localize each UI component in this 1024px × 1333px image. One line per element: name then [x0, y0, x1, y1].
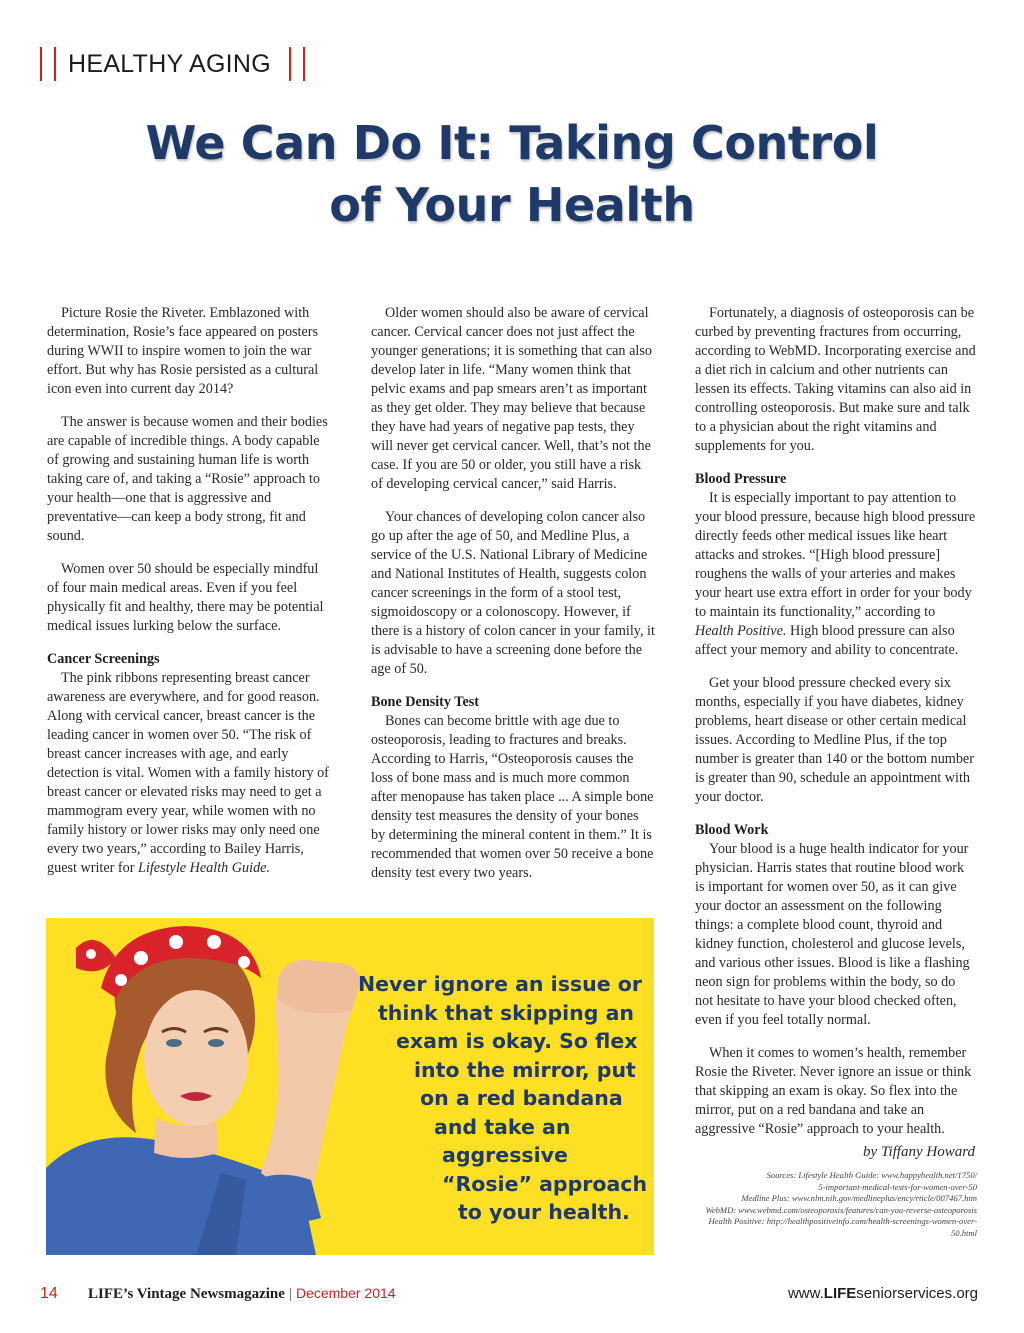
divider-bar — [40, 47, 42, 81]
ad-quote-line: and take an — [434, 1114, 571, 1139]
ad-quote-line: on a red bandana — [420, 1086, 623, 1110]
divider-bar — [303, 47, 305, 81]
paragraph: Women over 50 should be especially mindful of four main medical areas. Even if you feel physically fit and healthy, there may be potential medical issues lurking below the surface. — [47, 561, 324, 634]
divider-bar — [54, 47, 56, 81]
article-title-line-2: of Your Health — [329, 178, 695, 232]
source-line: Medline Plus: www.nlm.nih.gov/medlineplus/ency/rticle/007467.htm — [741, 1193, 977, 1204]
ad-quote-line: exam is okay. So flex — [396, 1029, 638, 1053]
byline: by Tiffany Howard — [863, 1144, 975, 1160]
ad-quote-line: to your health. — [458, 1200, 630, 1224]
url-brand: LIFE — [823, 1285, 857, 1302]
paragraph: Get your blood pressure checked every six months, especially if you have diabetes, kidney problems, heart disease or other certain medical issues. According to Medline Plus, if the top number is greater than 140 or the bottom number is greater than 90, schedule an appointment with your doctor. — [695, 675, 974, 805]
publication-name: LIFE’s Vintage Newsmagazine — [88, 1286, 285, 1302]
paragraph — [47, 669, 329, 878]
url-prefix: www. — [787, 1285, 824, 1302]
subheading-bone-density: Bone Density Test — [371, 694, 479, 710]
paragraph: Bones can become brittle with age due to osteoporosis, leading to fractures and breaks. According to Harris, “Osteoporosis causes the loss of bone mass and is much more common after menopause has taken place ... A simple bone density test measures the density of your bones by determining the mineral content in them.” It is recommended that women over 50 receive a bone density test every two years. — [371, 713, 654, 881]
ad-quote — [358, 970, 648, 1227]
article-title — [60, 112, 964, 236]
ad-quote-line: aggressive — [442, 1143, 568, 1167]
ad-quote-line: into the mirror, put — [414, 1057, 636, 1082]
article-column-3 — [695, 304, 977, 1240]
paragraph: Older women should also be aware of cervical cancer. Cervical cancer does not just affect the younger generations; it is something that can also develop later in life. “Many women think that pelvic exams and pap smears aren’t as important as they get older. They may believe that because they have had years of negative pap tests, they will never get cervical cancer. Well, that’s not the case. If you are 50 or older, you still have a risk of developing cervical cancer,” said Harris. — [371, 305, 652, 492]
page-footer — [40, 1285, 980, 1305]
paragraph-text: It is especially important to pay attention to your blood pressure, because high blood pressure directly feeds other medical issues like heart attacks and strokes. “[High blood pressure] roughens the walls of your arteries and makes your heart use extra effort in order for your body to maintain its functionality,” according to — [695, 490, 976, 620]
issue-date: December 2014 — [295, 1285, 396, 1301]
source-name: Health Positive. — [695, 623, 787, 639]
section-header — [40, 46, 317, 82]
ad-quote-line: Never ignore an issue or — [358, 972, 642, 996]
paragraph-text: The pink ribbons representing breast cancer awareness are everywhere, and for good reason. Along with cervical cancer, breast cancer is the leading cancer in women over 50. “The risk of breast cancer increases with age, and early detection is vital. Women with a family history of breast cancer or elevated risks may need to get a mammogram every year, while women with no family history or lower risks may only need one every two years,” according to Bailey Harris, guest writer for — [47, 670, 329, 876]
url-suffix: seniorservices.org — [856, 1285, 978, 1302]
sources-list — [695, 1170, 977, 1240]
paragraph: When it comes to women’s health, remember Rosie the Riveter. Never ignore an issue or think that skipping an exam is okay. So flex into the mirror, put on a red bandana and take an aggressive “Rosie” approach to your health. — [695, 1045, 972, 1137]
paragraph: The answer is because women and their bodies are capable of incredible things. A body capable of growing and sustaining human life is worth taking care of, and taking a “Rosie” approach to your health—one that is aggressive and preventative—can keep a body strong, fit and sound. — [47, 414, 328, 544]
source-line: Health Positive: http://healthpositiveinfo.com/health-screenings-women-over-50.html — [708, 1216, 977, 1238]
section-title: HEALTHY AGING — [68, 49, 272, 78]
footer-separator: | — [288, 1286, 292, 1302]
paragraph: Your chances of developing colon cancer also go up after the age of 50, and Medline Plus, a service of the U.S. National Library of Medicine and National Institutes of Health, suggests colon cancer screenings in the form of a stool test, sigmoidoscopy or a colonoscopy. However, if there is a history of colon cancer in your family, it is advisable to have a screening done before the age of 50. — [371, 509, 655, 677]
source-line: Sources: Lifestyle Health Guide: www.happyhealth.net/1750/ — [766, 1170, 977, 1180]
ad-quote-line: “Rosie” approach — [442, 1171, 648, 1196]
divider-bar — [289, 47, 291, 81]
paragraph — [695, 489, 977, 660]
website-link[interactable] — [788, 1285, 978, 1302]
article-column-1 — [47, 304, 329, 892]
source-line: 5-important-medical-tests-for-women-over-50 — [818, 1181, 977, 1192]
rosie-ad-image — [46, 918, 654, 1255]
source-line: WebMD: www.webmd.com/osteoporosis/features/can-you-reverse-osteoporosis — [705, 1204, 977, 1215]
paragraph-text: High blood pressure can also affect your memory and ability to concentrate. — [695, 623, 959, 658]
article-title-line-1: We Can Do It: Taking Control — [145, 116, 879, 170]
article-column-2 — [371, 304, 655, 897]
paragraph: Your blood is a huge health indicator for your physician. Harris states that routine blood work is important for women over 50, as it can give your doctor an assessment on the following things: a complete blood count, thyroid and kidney function, cholesterol and glucose levels, and various other issues. Blood is like a flashing neon sign for problems within the body, so do not hesitate to have your blood checked often, even if you feel totally normal. — [695, 841, 970, 1028]
paragraph: Fortunately, a diagnosis of osteoporosis can be curbed by preventing fractures from occurring, according to WebMD. Incorporating exercise and a diet rich in calcium and other nutrients can lessen its effects. Taking vitamins can also aid in controlling osteoporosis. But make sure and talk to a physician about the right vitamins and supplements for you. — [695, 305, 976, 454]
source-name: Lifestyle Health Guide. — [138, 860, 271, 876]
publication-info — [88, 1285, 396, 1303]
ad-quote-line: think that skipping an — [378, 1000, 635, 1025]
subheading-blood-pressure: Blood Pressure — [695, 471, 787, 487]
subheading-blood-work: Blood Work — [695, 822, 769, 838]
page-number: 14 — [40, 1285, 58, 1302]
subheading-cancer-screenings: Cancer Screenings — [47, 651, 160, 667]
paragraph: Picture Rosie the Riveter. Emblazoned with determination, Rosie’s face appeared on posters during WWII to inspire women to join the war effort. But why has Rosie persisted as a cultural icon even into current day 2014? — [47, 305, 319, 397]
